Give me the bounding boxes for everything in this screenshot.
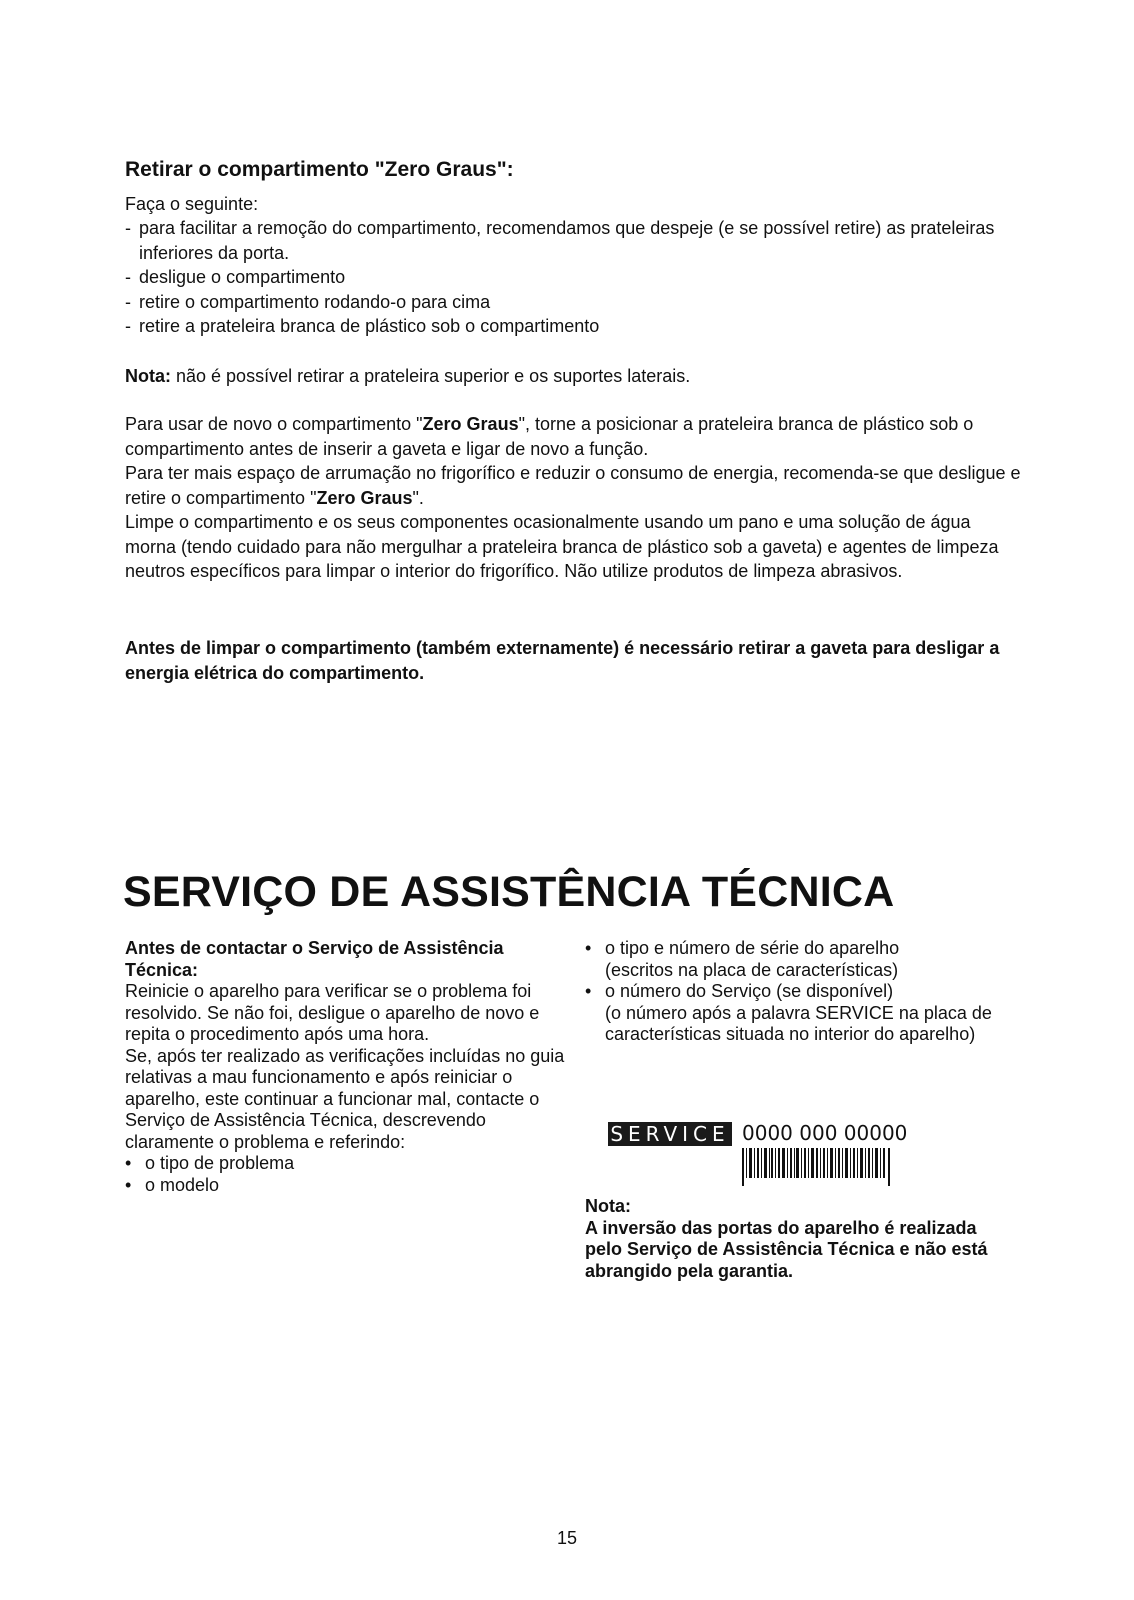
paragraph-text: ", torne a posicionar a prateleira branca de plástico sob o compartimento antes de inserir a gaveta e ligar de novo a função. — [125, 414, 974, 459]
right-column — [585, 938, 1015, 1046]
paragraph-reuse — [125, 412, 1025, 461]
bullet-sub: (o número após a palavra SERVICE na placa de características situada no interior do aparelho) — [605, 1002, 992, 1044]
list-item — [125, 314, 1025, 339]
note-text: A inversão das portas do aparelho é realizada pelo Serviço de Assistência Técnica e não está abrangido pela garantia. — [585, 1217, 988, 1281]
cleaning-warning: Antes de limpar o compartimento (também externamente) é necessário retirar a gaveta para desligar a energia elétrica do compartimento. — [125, 638, 1000, 683]
note-text: não é possível retirar a prateleira superior e os suportes laterais. — [171, 366, 691, 386]
section-title-zero-graus: Retirar o compartimento "Zero Graus": — [125, 158, 514, 181]
intro-text: Faça o seguinte: — [125, 194, 259, 214]
left-column — [125, 938, 565, 1196]
usage-paragraphs — [125, 412, 1025, 584]
door-reversal-note — [585, 1196, 1005, 1282]
bullet-sub: (escritos na placa de características) — [605, 959, 899, 980]
paragraph-cleaning: Limpe o compartimento e os seus componentes ocasionalmente usando um pano e uma solução de água morna (tendo cuidado para não mergulhar a prateleira branca de plástico sob a gaveta) e agentes de limpeza neutros específicos para limpar o interior do frigorífico. Não utilize produtos de limpeza abrasivos. — [125, 512, 999, 581]
step-marker: - — [125, 316, 131, 336]
service-section-title: SERVIÇO DE ASSISTÊNCIA TÉCNICA — [123, 868, 895, 916]
bullet-main: • o tipo e número de série do aparelho — [605, 938, 900, 958]
list-item — [125, 290, 1025, 315]
restart-paragraph: Reinicie o aparelho para verificar se o problema foi resolvido. Se não foi, desligue o aparelho de novo e repita o procedimento após uma hora. — [125, 981, 540, 1044]
list-item — [585, 981, 1015, 1046]
list-item — [585, 938, 1015, 981]
step-marker: - — [125, 218, 131, 238]
barcode-icon — [742, 1148, 892, 1186]
info-bullets-right — [585, 938, 1015, 1046]
list-item: • o modelo — [125, 1175, 565, 1197]
list-item — [125, 265, 1025, 290]
info-bullets-left — [125, 1153, 565, 1196]
note-shelf — [125, 364, 1025, 389]
list-item: • o tipo de problema — [125, 1153, 565, 1175]
note-label: Nota: — [125, 366, 171, 386]
list-item — [125, 216, 1025, 265]
step-text: retire o compartimento rodando-o para cima — [139, 291, 491, 312]
page-number: 15 — [556, 1528, 578, 1548]
service-label: SERVICE — [608, 1122, 732, 1146]
step-text: retire a prateleira branca de plástico sob o compartimento — [139, 316, 600, 336]
paragraph-text: Para usar de novo o compartimento " — [125, 414, 423, 434]
step-marker: - — [125, 267, 131, 287]
paragraph-text: ". — [412, 487, 424, 508]
before-contact-subhead: Antes de contactar o Serviço de Assistência Técnica: — [125, 938, 504, 980]
removal-steps-list — [125, 216, 1025, 339]
step-marker: - — [125, 291, 131, 312]
step-text: para facilitar a remoção do compartimento, recomendamos que despeje (e se possível retire) as prateleiras inferiores da porta. — [139, 218, 995, 263]
service-number: 0000 000 00000 — [742, 1121, 908, 1145]
bullet-main: • o número do Serviço (se disponível) — [605, 981, 894, 1001]
step-text: desligue o compartimento — [139, 267, 346, 287]
emphasis-text: Zero Graus — [316, 487, 413, 508]
paragraph-energy — [125, 461, 1025, 510]
note-label: Nota: — [585, 1196, 631, 1216]
paragraph-text: Para ter mais espaço de arrumação no frigorífico e reduzir o consumo de energia, recomenda-se que desligue e retire o compartimento " — [125, 463, 1021, 508]
emphasis-text: Zero Graus — [422, 414, 519, 434]
contact-paragraph: Se, após ter realizado as verificações incluídas no guia relativas a mau funcionamento e após reiniciar o aparelho, este continuar a funcionar mal, contacte o Serviço de Assistência Técnica, descrevendo claramente o problema e referindo: — [125, 1045, 565, 1152]
